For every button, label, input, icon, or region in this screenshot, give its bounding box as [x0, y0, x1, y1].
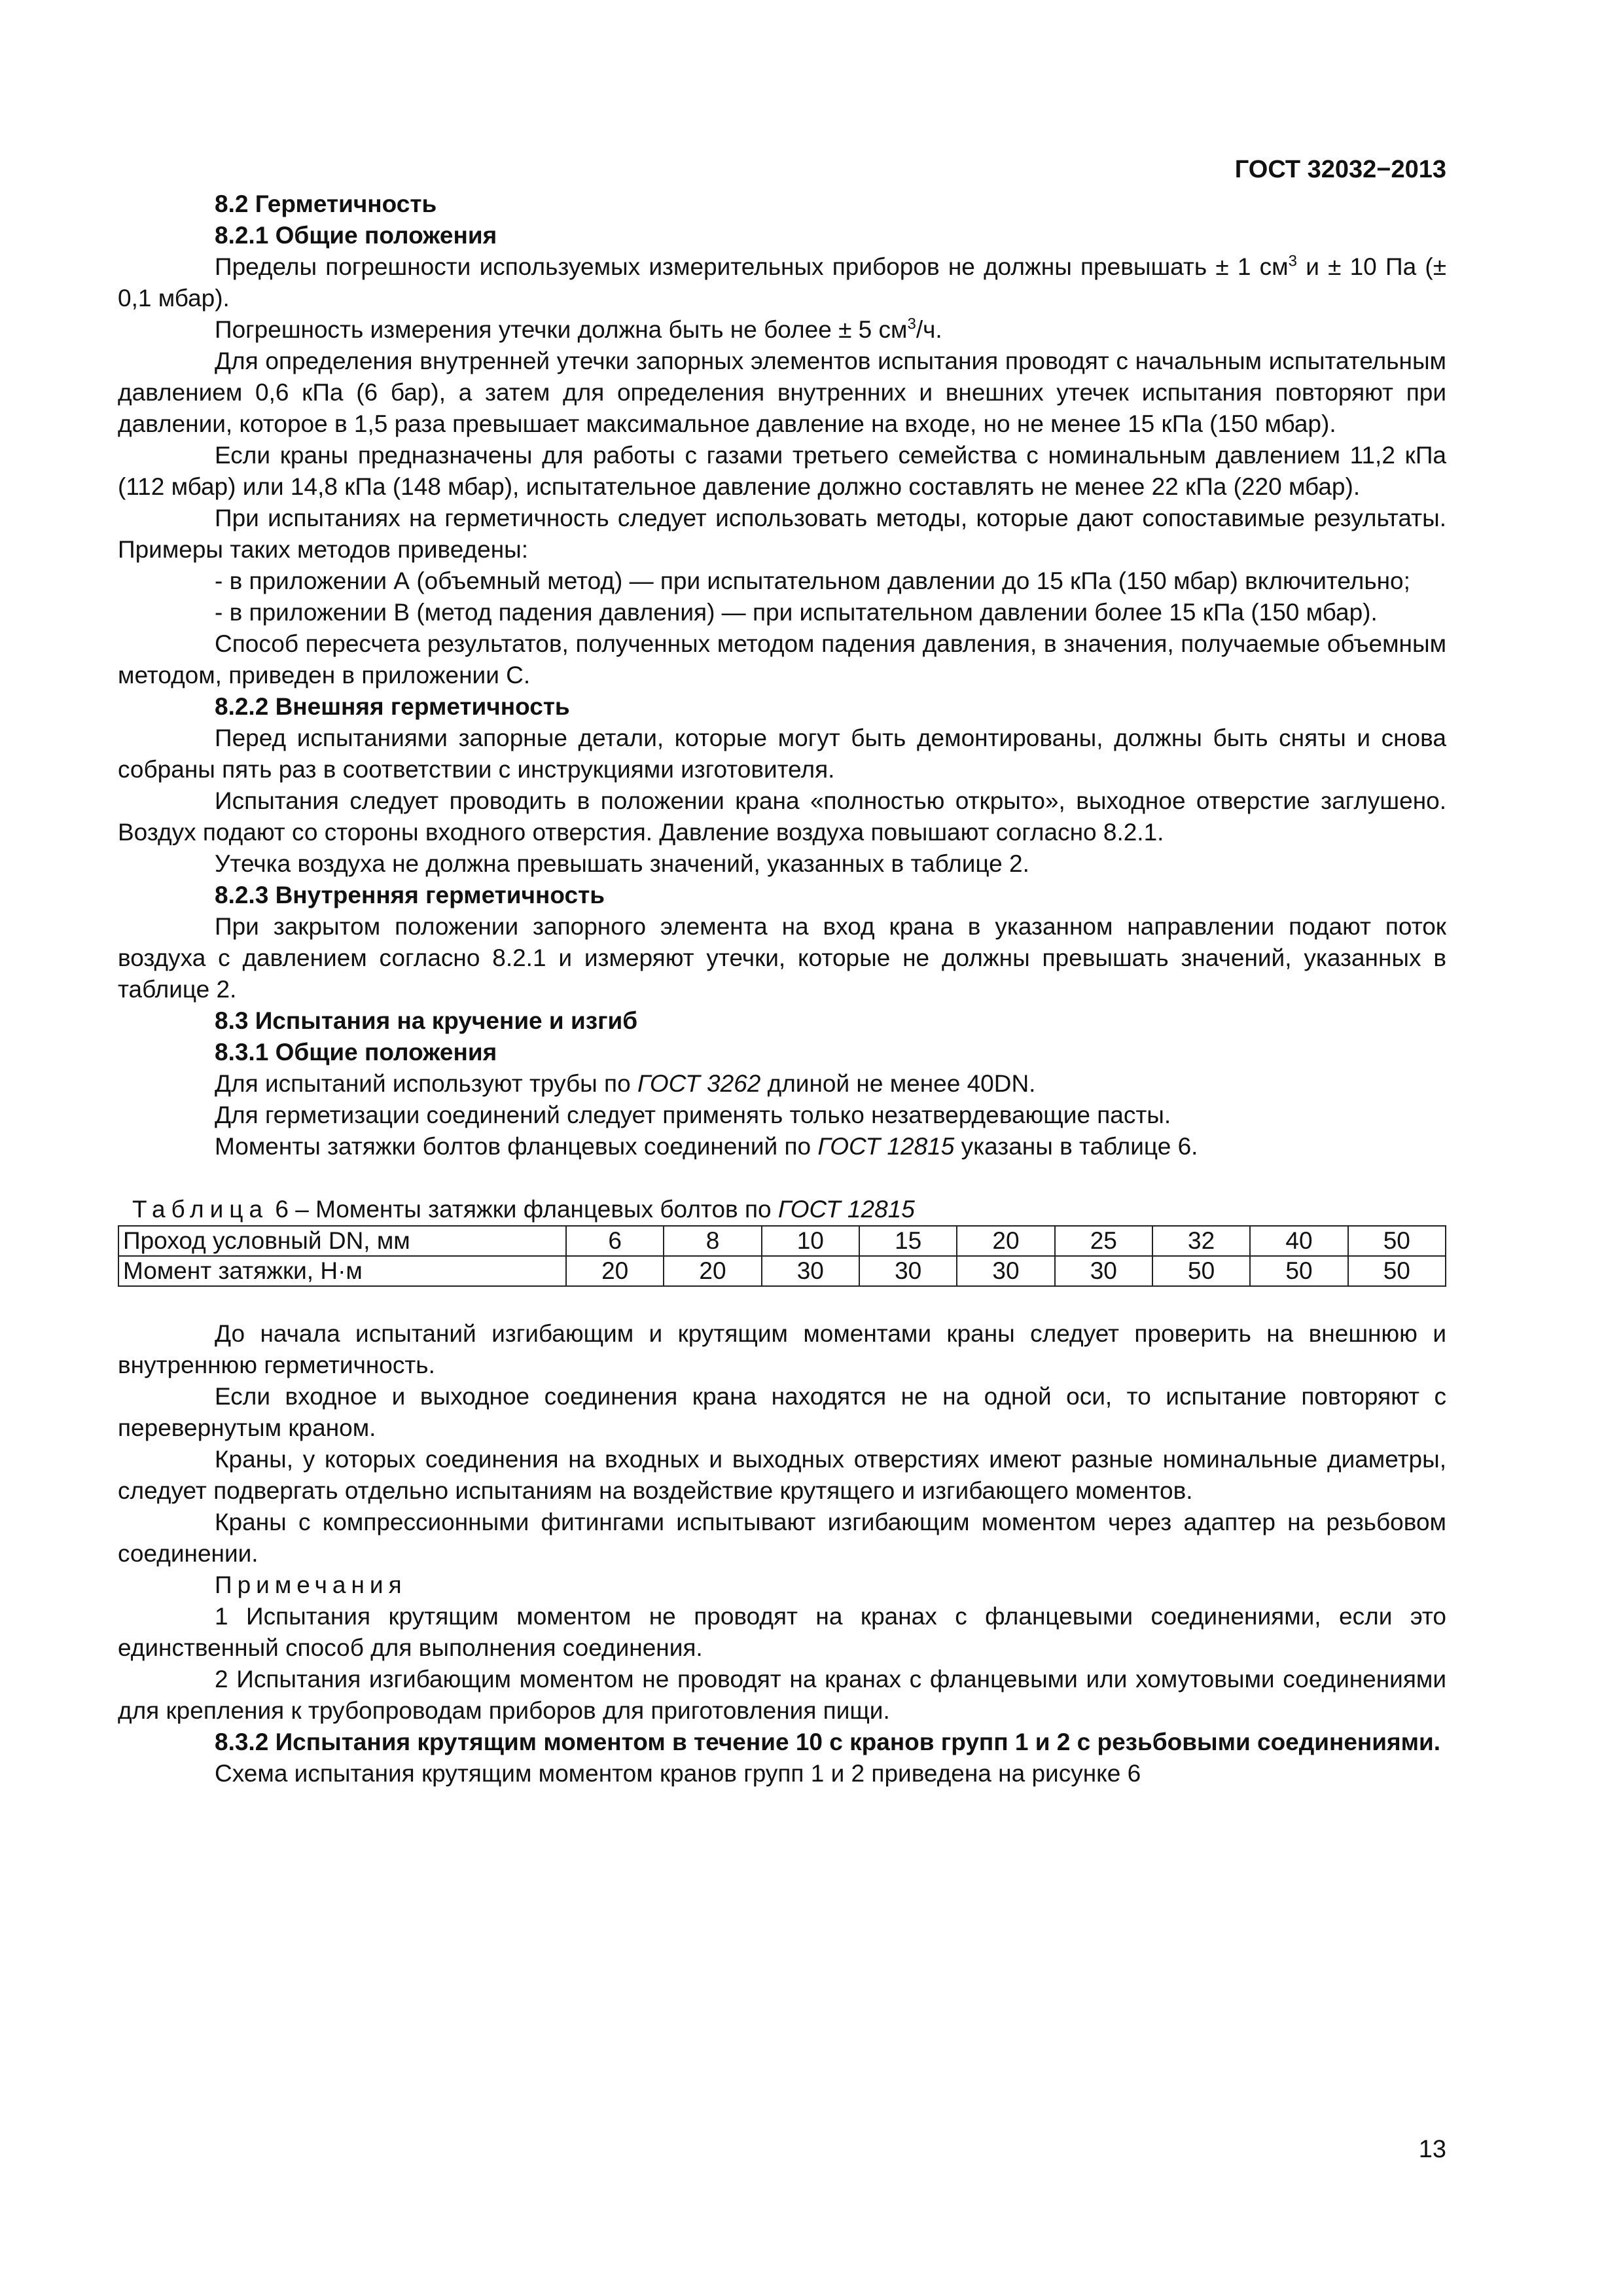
section-heading: 8.3.2 Испытания крутящим моментом в течение 10 с кранов групп 1 и 2 с резьбовыми соединениями. [215, 1729, 1440, 1755]
section-heading: 8.2.1 Общие положения [215, 222, 497, 249]
paragraph: Краны, у которых соединения на входных и выходных отверстиях имеют разные номинальные диаметры, следует подвергать отдельно испытаниям на воздействие крутящего и изгибающего моментов. [118, 1446, 1446, 1504]
page-number: 13 [1418, 2136, 1446, 2163]
paragraph: Если входное и выходное соединения крана находятся не на одной оси, то испытание повторяют с перевернутым краном. [118, 1383, 1446, 1441]
table-cell: 30 [1055, 1256, 1152, 1286]
notes-heading: Примечания [215, 1571, 407, 1598]
paragraph: 1 Испытания крутящим моментом не проводят на кранах с фланцевыми соединениями, если это единственный способ для выполнения соединения. [118, 1603, 1446, 1661]
bolt-torque-table [118, 1225, 1446, 1287]
section-8-3-text [118, 1318, 1446, 1789]
table-row [118, 1226, 1446, 1256]
paragraph: Способ пересчета результатов, полученных методом падения давления, в значения, получаемые объемным методом, приведен в приложении С. [118, 630, 1446, 689]
table-cell: 20 [664, 1256, 761, 1286]
table-cell: 15 [859, 1226, 957, 1256]
table-cell: 50 [1250, 1256, 1347, 1286]
table-caption-ref: ГОСТ 12815 [777, 1196, 915, 1223]
table-cell: 30 [762, 1256, 859, 1286]
table-cell: 25 [1055, 1226, 1152, 1256]
paragraph: Пределы погрешности используемых измерительных приборов не должны превышать ± 1 $см^3$ и ± 10 Па (± 0,1 мбар). [118, 252, 1447, 312]
paragraph: Схема испытания крутящим моментом кранов групп 1 и 2 приведена на рисунке 6 [215, 1760, 1141, 1787]
table-cell: 30 [957, 1256, 1054, 1286]
table-cell: 20 [957, 1226, 1054, 1256]
paragraph: Для испытаний используют трубы по ГОСТ 3262 длиной не менее 40DN. [215, 1070, 1036, 1097]
paragraph: Для герметизации соединений следует применять только незатвердевающие пасты. [215, 1102, 1171, 1128]
section-8-2-text [118, 188, 1446, 1162]
section-heading: 8.3 Испытания на кручение и изгиб [215, 1007, 638, 1034]
section-heading: 8.2.3 Внутренняя герметичность [215, 882, 605, 908]
table-cell: 6 [566, 1226, 664, 1256]
paragraph: - в приложении В (метод падения давления) — при испытательном давлении более 15 кПа (150 мбар). [215, 599, 1378, 626]
table-cell: 20 [566, 1256, 664, 1286]
paragraph: Краны с компрессионными фитингами испытывают изгибающим моментом через адаптер на резьбовом соединении. [118, 1509, 1446, 1567]
section-heading: 8.2.2 Внешняя герметичность [215, 693, 570, 720]
table-caption-text: 6 – Моменты затяжки фланцевых болтов по [268, 1196, 778, 1223]
row-label: Проход условный DN, мм [118, 1226, 566, 1256]
paragraph: Перед испытаниями запорные детали, которые могут быть демонтированы, должны быть сняты и снова собраны пять раз в соответствии с инструкциями изготовителя. [118, 725, 1446, 783]
paragraph: Если краны предназначены для работы с газами третьего семейства с номинальным давлением 11,2 кПа (112 мбар) или 14,8 кПа (148 мбар), испытательное давление должно составлять не менее 22 кПа (220 мбар). [118, 442, 1446, 500]
table-cell: 50 [1348, 1256, 1446, 1286]
paragraph: Утечка воздуха не должна превышать значений, указанных в таблице 2. [215, 850, 1029, 877]
document-header: ГОСТ 32032−2013 [1234, 156, 1446, 183]
document-body [118, 188, 1446, 1789]
table-cell: 8 [664, 1226, 761, 1256]
paragraph: - в приложении А (объемный метод) — при испытательном давлении до 15 кПа (150 мбар) включительно; [215, 567, 1410, 594]
paragraph: До начала испытаний изгибающим и крутящим моментами краны следует проверить на внешнюю и внутреннюю герметичность. [118, 1320, 1446, 1378]
paragraph: При закрытом положении запорного элемента на вход крана в указанном направлении подают поток воздуха с давлением согласно 8.2.1 и измеряют утечки, которые не должны превышать значений, указанных в таблице 2. [118, 913, 1446, 1003]
row-label: Момент затяжки, Н·м [118, 1256, 566, 1286]
table-caption-word: Таблица [132, 1196, 269, 1223]
section-heading: 8.2 Герметичность [215, 190, 437, 217]
table-cell: 32 [1152, 1226, 1250, 1256]
paragraph: Испытания следует проводить в положении крана «полностью открыто», выходное отверстие заглушено. Воздух подают со стороны входного отверстия. Давление воздуха повышают согласно 8.2.1. [118, 787, 1446, 846]
paragraph: Погрешность измерения утечки должна быть не более ± 5 $см^3/ч$. [215, 315, 942, 343]
table-cell: 40 [1250, 1226, 1347, 1256]
table-cell: 50 [1152, 1256, 1250, 1286]
section-heading: 8.3.1 Общие положения [215, 1039, 497, 1066]
paragraph: При испытаниях на герметичность следует использовать методы, которые дают сопоставимые результаты. Примеры таких методов приведены: [118, 505, 1446, 563]
paragraph: 2 Испытания изгибающим моментом не проводят на кранах с фланцевыми или хомутовыми соединениями для крепления к трубопроводам приборов для приготовления пищи. [118, 1666, 1446, 1724]
table-caption [118, 1194, 1446, 1225]
table-row [118, 1256, 1446, 1286]
table-cell: 10 [762, 1226, 859, 1256]
paragraph: Моменты затяжки болтов фланцевых соединений по ГОСТ 12815 указаны в таблице 6. [215, 1133, 1198, 1160]
table-cell: 50 [1348, 1226, 1446, 1256]
paragraph: Для определения внутренней утечки запорных элементов испытания проводят с начальным испытательным давлением 0,6 кПа (6 бар), а затем для определения внутренних и внешних утечек испытания повторяют при давлении, которое в 1,5 раза превышает максимальное давление на входе, но не менее 15 кПа (150 мбар). [118, 348, 1446, 437]
table-cell: 30 [859, 1256, 957, 1286]
